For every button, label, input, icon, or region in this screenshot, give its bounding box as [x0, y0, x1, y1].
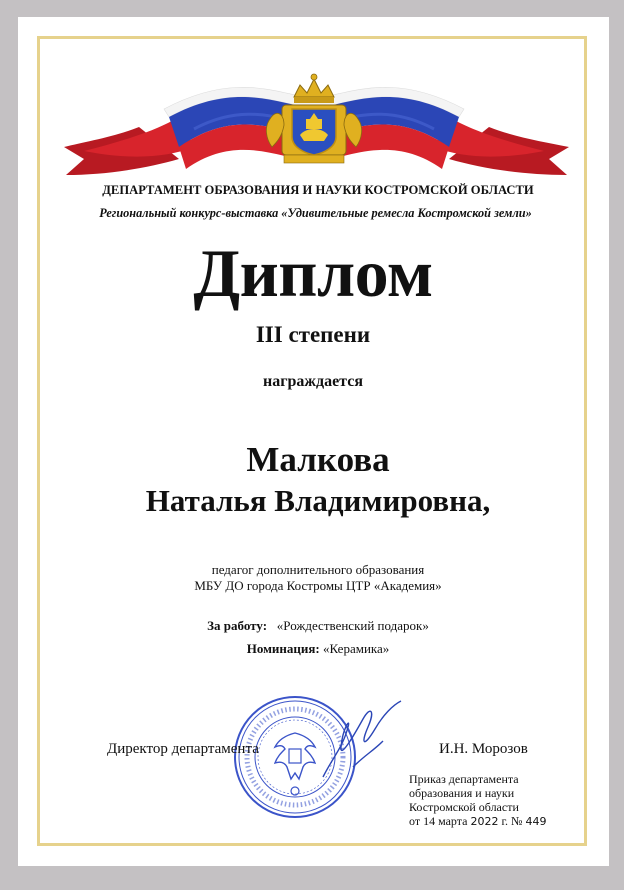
order-reference	[409, 772, 569, 829]
recipient-given-names: Наталья Владимировна,	[145, 483, 491, 518]
diploma-degree: III степени	[255, 322, 371, 347]
order-number: 449	[525, 815, 547, 828]
contest-name: Региональный конкурс-выставка «Удивительные ремесла Костромской земли»	[99, 206, 532, 220]
department-name: ДЕПАРТАМЕНТ ОБРАЗОВАНИЯ И НАУКИ КОСТРОМСКОЙ ОБЛАСТИ	[102, 183, 534, 197]
diploma-sheet	[18, 17, 609, 866]
order-date-line	[409, 814, 569, 829]
nomination-value: «Керамика»	[323, 641, 390, 656]
order-line: Костромской области	[409, 800, 519, 814]
diploma-title: Диплом	[193, 235, 433, 311]
work-line	[108, 618, 528, 634]
director-name: И.Н. Морозов	[439, 741, 528, 757]
order-year: 2022	[470, 815, 499, 828]
position-line: педагог дополнительного образования	[211, 562, 425, 577]
handwritten-signature	[313, 697, 413, 787]
nomination-line	[108, 641, 528, 657]
order-number-prefix: г. №	[501, 814, 523, 828]
order-line: Приказ департамента	[409, 772, 519, 786]
director-title: Директор департамента	[107, 741, 259, 757]
nomination-label: Номинация:	[246, 641, 320, 656]
order-date-prefix: от 14 марта	[409, 814, 468, 828]
work-label: За работу:	[207, 618, 268, 633]
recipient-position	[108, 562, 528, 594]
recipient-surname: Малкова	[246, 440, 390, 479]
order-line: образования и науки	[409, 786, 515, 800]
awarded-label: награждается	[263, 373, 363, 390]
organization-line: МБУ ДО города Костромы ЦТР «Академия»	[194, 578, 442, 593]
work-value: «Рождественский подарок»	[276, 618, 429, 633]
